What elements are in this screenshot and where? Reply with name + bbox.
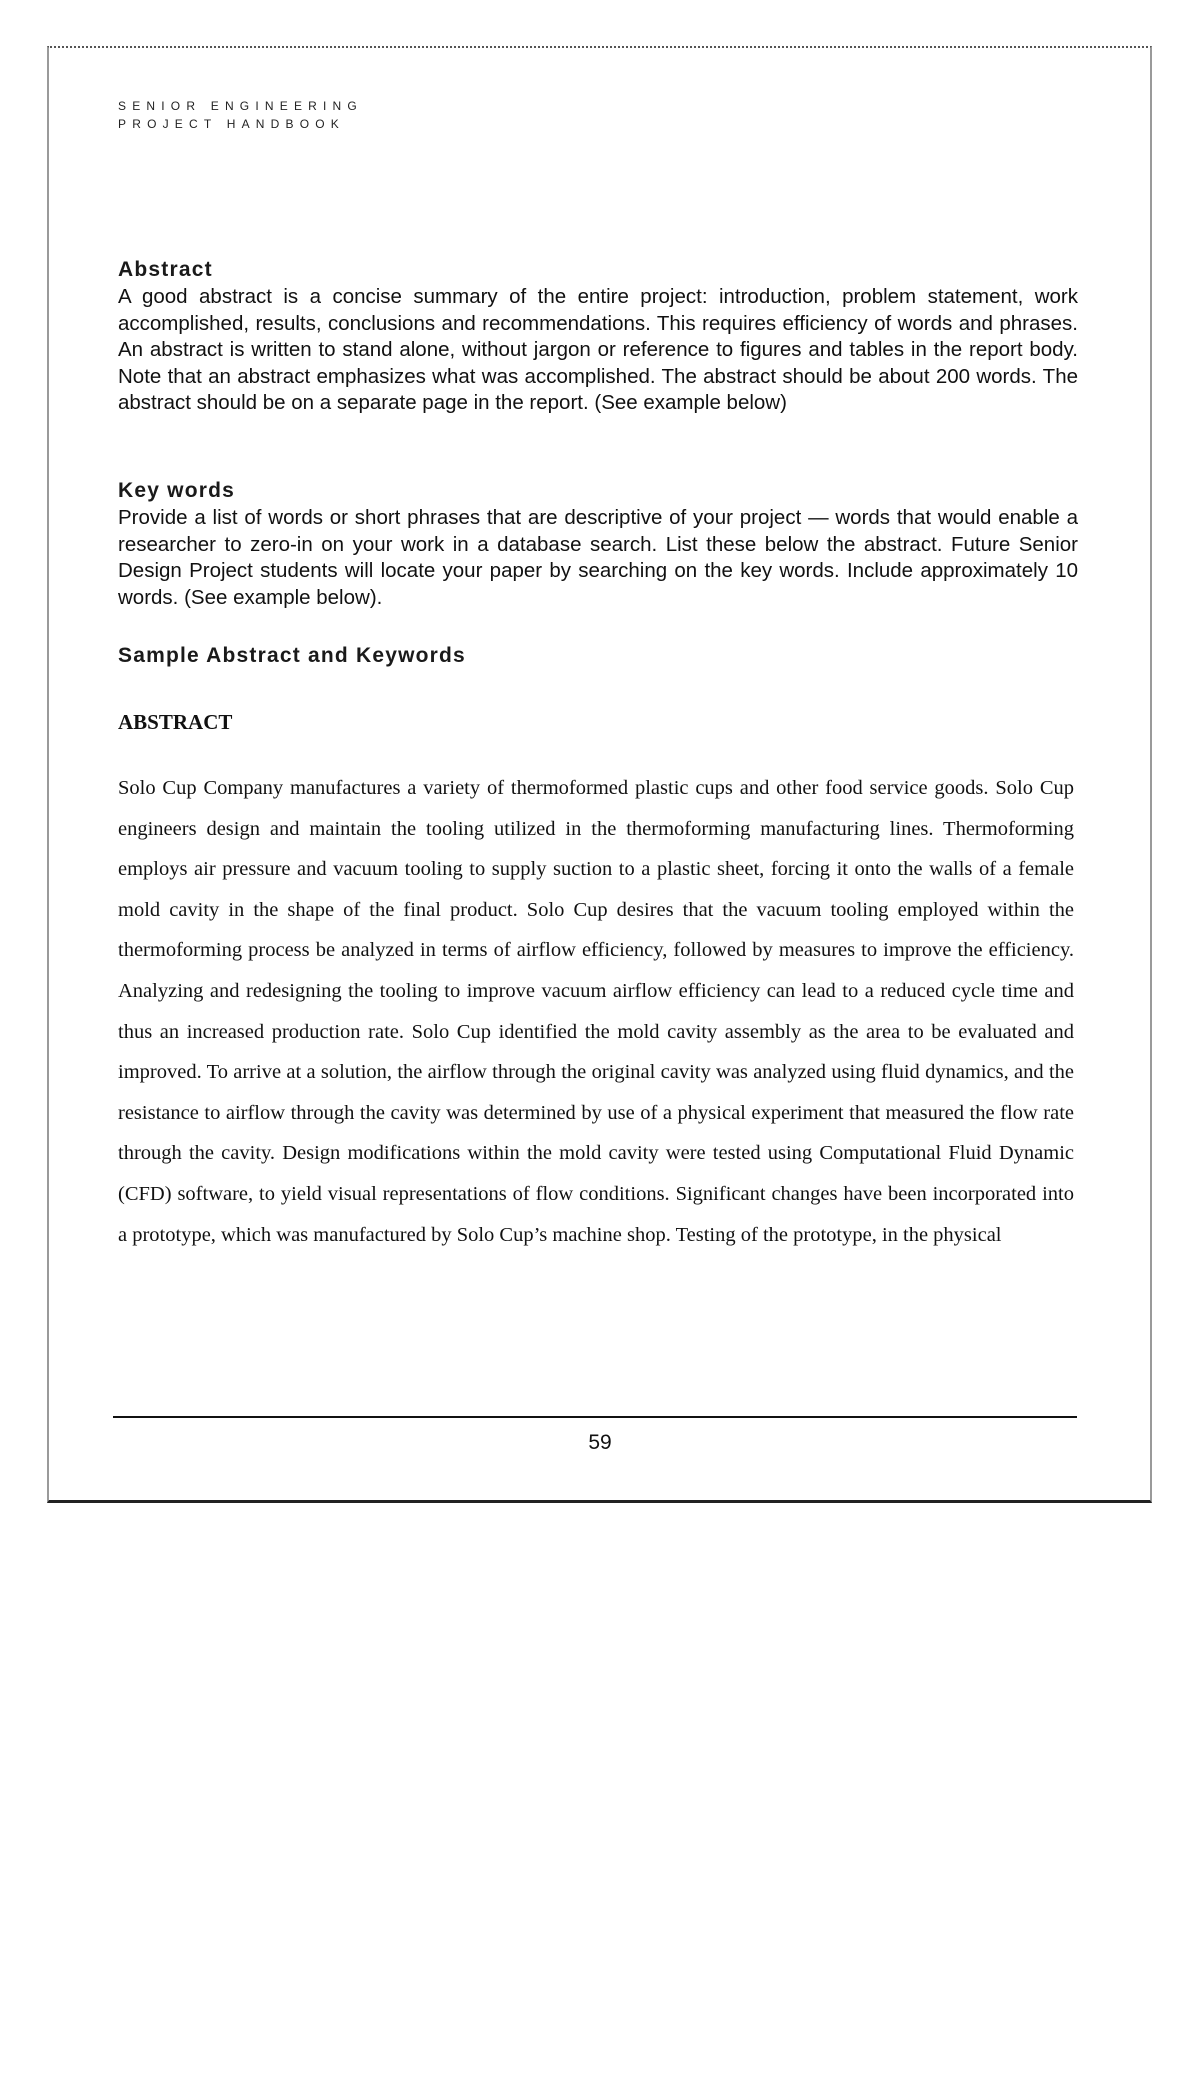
- running-header: [118, 97, 363, 133]
- footer-rule: [113, 1416, 1077, 1418]
- abstract-heading: Abstract: [118, 258, 213, 281]
- abstract-section: [118, 256, 1078, 417]
- sample-abstract-body: Solo Cup Company manufactures a variety of thermoformed plastic cups and other food service goods. Solo Cup engineers design and maintain the tooling utilized in the thermoforming manufacturing lines. Thermoforming employs air pressure and vacuum tooling to supply suction to a plastic sheet, forcing it onto the walls of a female mold cavity in the shape of the final product. Solo Cup desires that the vacuum tooling employed within the thermoforming process be analyzed in terms of airflow efficiency, followed by measures to improve the efficiency. Analyzing and redesigning the tooling to improve vacuum airflow efficiency can lead to a reduced cycle time and thus an increased production rate. Solo Cup identified the mold cavity assembly as the area to be evaluated and improved. To arrive at a solution, the airflow through the original cavity was analyzed using fluid dynamics, and the resistance to airflow through the cavity was determined by use of a physical experiment that measured the flow rate through the cavity. Design modifications within the mold cavity were tested using Computational Fluid Dynamic (CFD) software, to yield visual representations of flow conditions. Significant changes have been incorporated into a prototype, which was manufactured by Solo Cup’s machine shop. Testing of the prototype, in the physical: [118, 777, 1074, 1246]
- keywords-description: Provide a list of words or short phrases that are descriptive of your project — words that would enable a researcher to zero-in on your work in a database search. List these below the abstract. Future Senior Design Project students will locate your paper by searching on the key words. Include approximately 10 words. (See example below).: [118, 506, 1078, 609]
- sample-heading: Sample Abstract and Keywords: [118, 644, 466, 667]
- page-number: 59: [588, 1431, 612, 1454]
- running-header-line-2: PROJECT HANDBOOK: [118, 117, 345, 131]
- abstract-description: A good abstract is a concise summary of the entire project: introduction, problem statement, work accomplished, results, conclusions and recommendations. This requires efficiency of words and phrases. An abstract is written to stand alone, without jargon or reference to figures and tables in the report body. Note that an abstract emphasizes what was accomplished. The abstract should be about 200 words. The abstract should be on a separate page in the report. (See example below): [118, 285, 1078, 414]
- running-header-line-1: SENIOR ENGINEERING: [118, 99, 363, 113]
- keywords-heading: Key words: [118, 479, 235, 502]
- sample-abstract-title: ABSTRACT: [118, 710, 233, 734]
- keywords-section: [118, 477, 1078, 611]
